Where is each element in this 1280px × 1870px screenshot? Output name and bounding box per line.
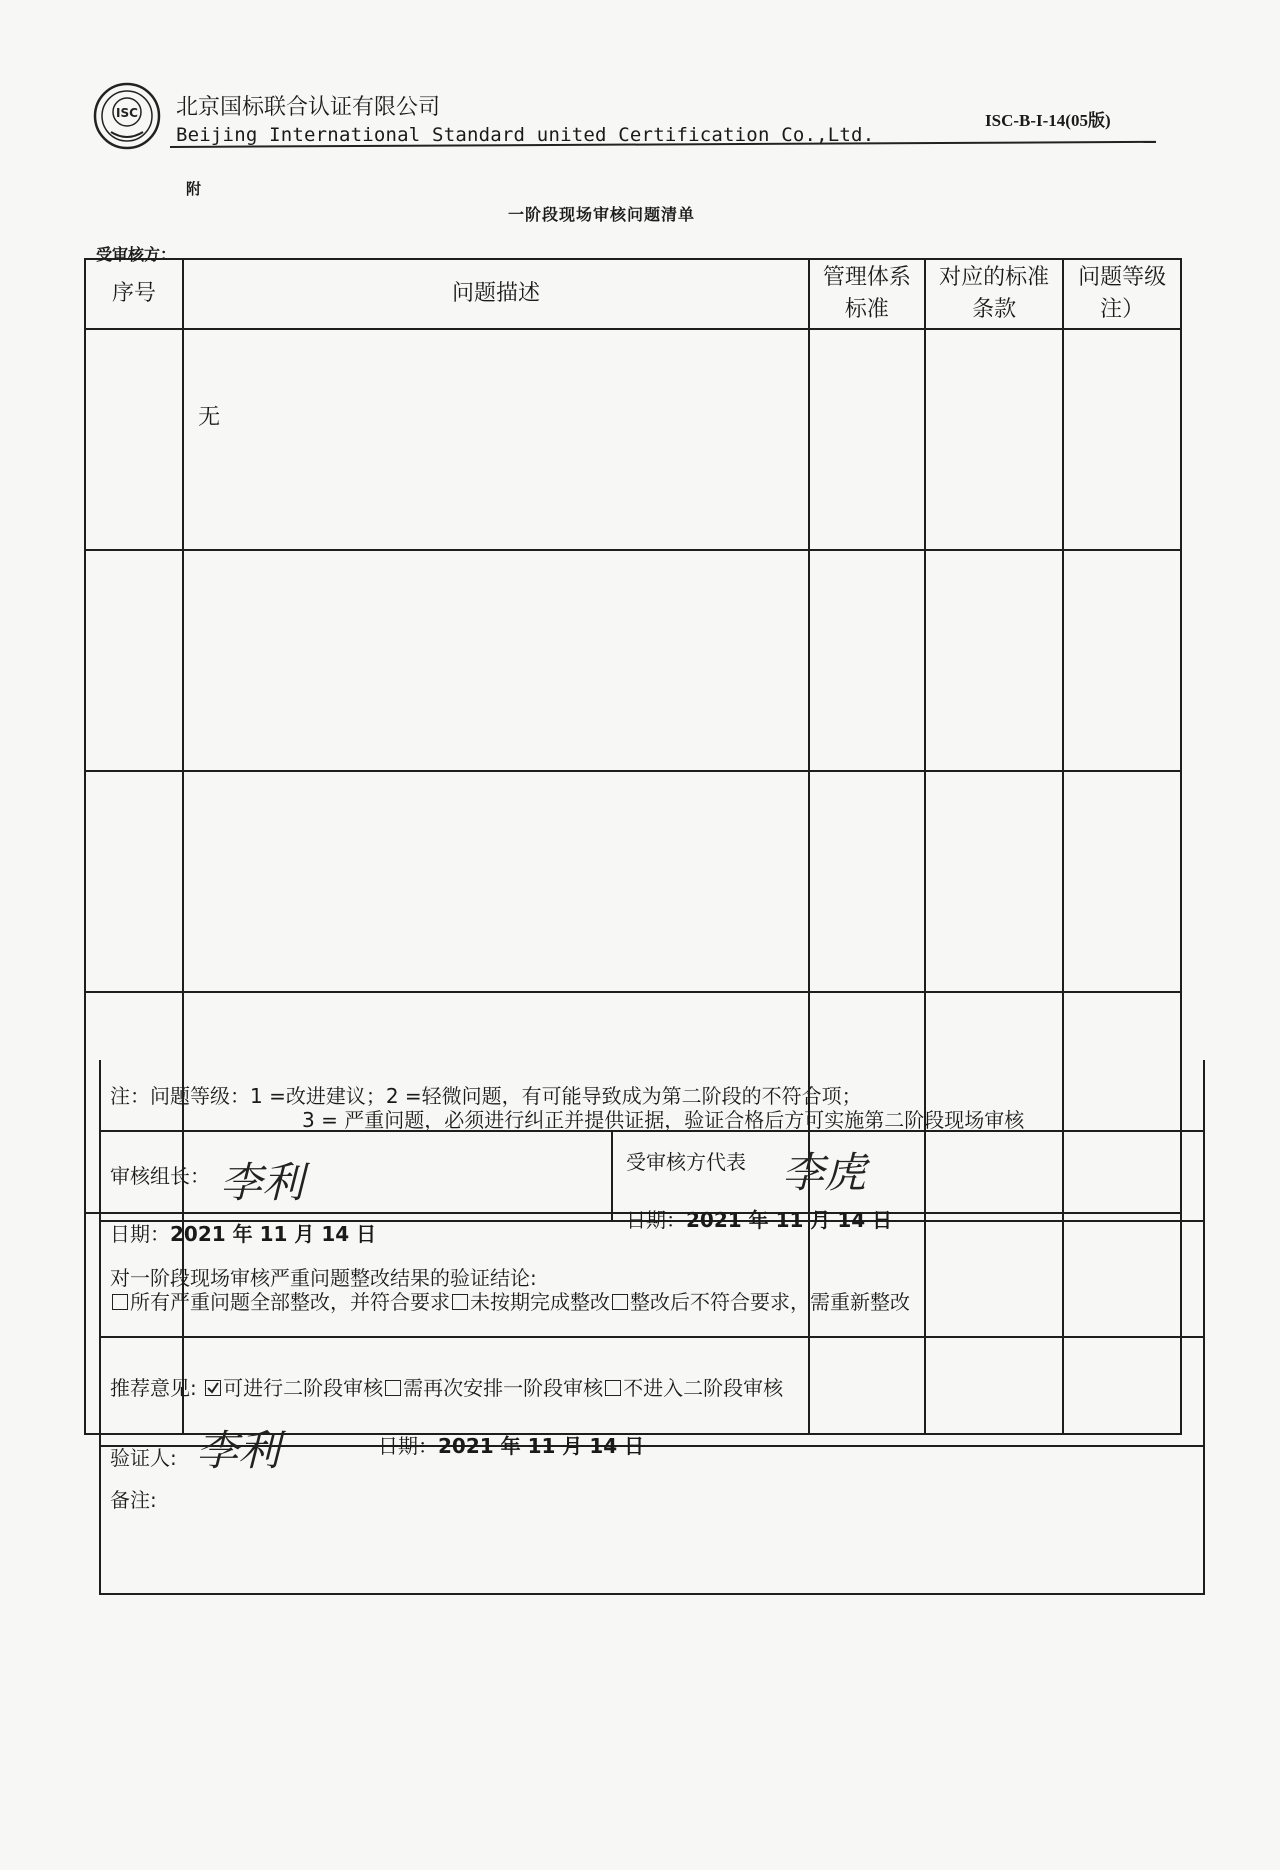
- team-leader-date-row: [110, 1218, 376, 1247]
- auditee-rep-date: 2021 年 11 月 14 日: [686, 1208, 893, 1232]
- company-seal-logo: [93, 82, 161, 150]
- cell-level: [1063, 329, 1181, 550]
- cell-seq: [85, 771, 183, 992]
- cell-standard: [809, 771, 925, 992]
- cell-description: [183, 550, 809, 771]
- verifier-signature: 李利: [196, 1426, 281, 1475]
- auditee-label: 受审核方：: [96, 245, 177, 264]
- checkbox-re-rectify[interactable]: [612, 1294, 628, 1310]
- option-repeat-stage1: 需再次安排一阶段审核: [403, 1376, 604, 1400]
- header-level: 问题等级注）: [1063, 259, 1181, 329]
- header-clause: 对应的标准条款: [925, 259, 1063, 329]
- verification-title: 对一阶段现场审核严重问题整改结果的验证结论:: [110, 1266, 537, 1290]
- date-label: 日期：: [378, 1434, 438, 1458]
- table-row: [85, 771, 1181, 992]
- option-re-rectify: 整改后不符合要求，需重新整改: [630, 1290, 910, 1314]
- sign-off-section: [99, 1060, 1205, 1595]
- verifier-label: 验证人:: [110, 1446, 177, 1470]
- verifier-date: 2021 年 11 月 14 日: [438, 1434, 645, 1458]
- option-all-rectified: 所有严重问题全部整改，并符合要求: [130, 1290, 450, 1314]
- checkbox-all-rectified[interactable]: [112, 1294, 128, 1310]
- header-seq: 序号: [85, 259, 183, 329]
- cell-seq: [85, 329, 183, 550]
- option-stage2: 可进行二阶段审核: [223, 1376, 384, 1400]
- form-title: 一阶段现场审核问题清单: [508, 205, 696, 224]
- cell-description: 无: [183, 329, 809, 550]
- verification-options: [110, 1286, 910, 1315]
- cell-seq: [85, 550, 183, 771]
- verifier-date-row: [378, 1430, 644, 1459]
- company-name-en: Beijing International Standard united Certification Co.,Ltd.: [176, 124, 875, 146]
- cell-standard: [809, 329, 925, 550]
- date-label: 日期：: [110, 1222, 170, 1246]
- cell-clause: [925, 550, 1063, 771]
- checkbox-stage2-checked[interactable]: [205, 1380, 221, 1396]
- table-row: [85, 550, 1181, 771]
- checkbox-no-stage2[interactable]: [605, 1380, 621, 1396]
- header-description: 问题描述: [183, 259, 809, 329]
- cell-clause: [925, 329, 1063, 550]
- recommendation-label: 推荐意见:: [110, 1376, 197, 1400]
- cell-level: [1063, 771, 1181, 992]
- divider: [101, 1336, 1203, 1338]
- cell-level: [1063, 550, 1181, 771]
- header-standard: 管理体系标准: [809, 259, 925, 329]
- attachment-label: 附: [186, 180, 202, 198]
- company-name-cn: 北京国标联合认证有限公司: [176, 95, 441, 120]
- cell-standard: [809, 550, 925, 771]
- option-not-on-time: 未按期完成整改: [470, 1290, 610, 1314]
- date-label: 日期：: [626, 1208, 686, 1232]
- divider: [611, 1130, 613, 1220]
- cell-description: [183, 771, 809, 992]
- team-leader-label: 审核组长：: [110, 1164, 210, 1188]
- grade-note-line1: 注：问题等级：1 =改进建议；2 =轻微问题，有可能导致成为第二阶段的不符合项；: [110, 1084, 862, 1108]
- auditee-rep-date-row: [626, 1204, 892, 1233]
- grade-note-line2: 3 = 严重问题，必须进行纠正并提供证据，验证合格后方可实施第二阶段现场审核: [302, 1108, 1025, 1132]
- team-leader-date: 2021 年 11 月 14 日: [170, 1222, 377, 1246]
- auditee-rep-label: 受审核方代表: [626, 1150, 746, 1174]
- document-code: ISC-B-I-14(05版): [985, 111, 1111, 130]
- svg-text:ISC: ISC: [116, 106, 138, 120]
- checkbox-repeat-stage1[interactable]: [385, 1380, 401, 1396]
- team-leader-signature: 李利: [220, 1158, 305, 1207]
- recommendation-row: [110, 1372, 783, 1401]
- remarks-label: 备注:: [110, 1488, 157, 1512]
- cell-clause: [925, 771, 1063, 992]
- option-no-stage2: 不进入二阶段审核: [623, 1376, 784, 1400]
- checkbox-not-on-time[interactable]: [452, 1294, 468, 1310]
- auditee-rep-signature: 李虎: [782, 1148, 867, 1197]
- table-header-row: [85, 259, 1181, 329]
- checkmark-icon: [206, 1381, 220, 1395]
- table-row: [85, 329, 1181, 550]
